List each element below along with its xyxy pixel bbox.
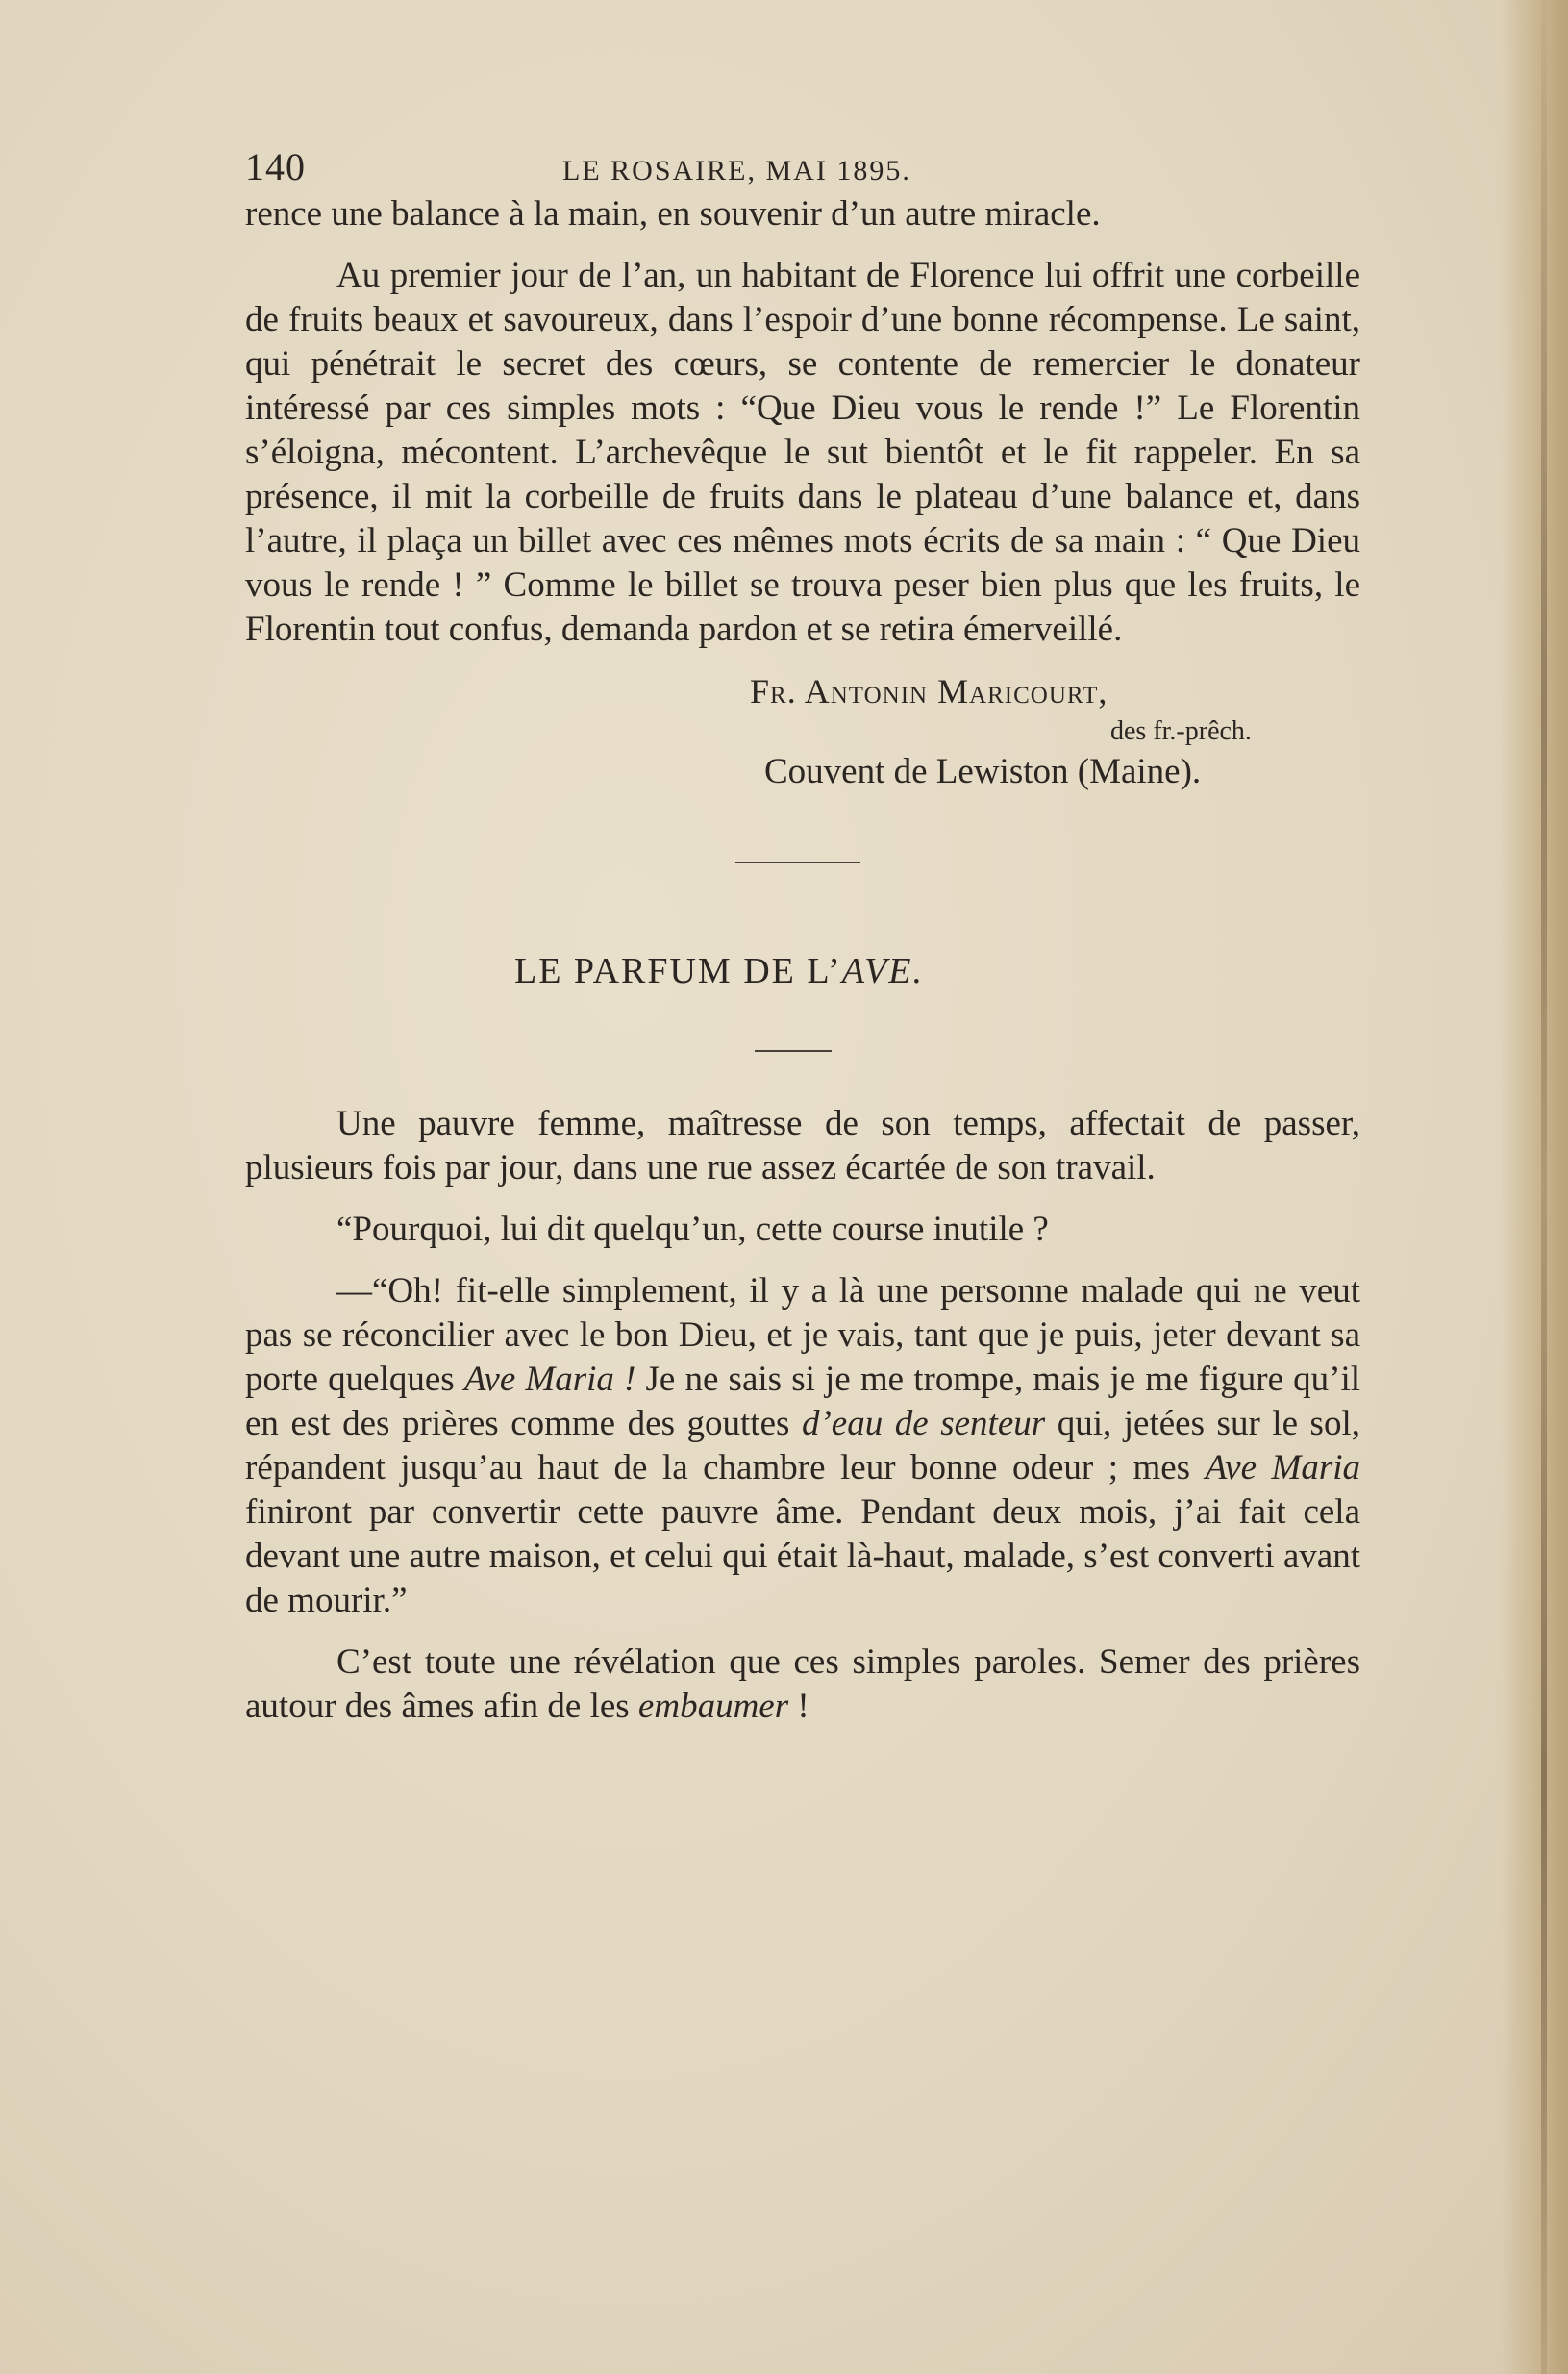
paragraph-reply [245,1269,1360,1623]
title-divider [755,1050,832,1052]
section-title-italic: AVE. [841,951,925,991]
reply-text-e: qui, jetées sur le sol, répandent jusqu’au haut de la chambre leur bonne odeur ; mes [245,1404,1360,1487]
page-content [245,144,1360,1746]
running-head [245,144,1360,192]
paragraph-continued: rence une balance à la main, en souvenir d’un autre miracle. [245,194,1101,234]
revelation-text-a: C’est toute une révélation que ces simples paroles. Semer des prières autour des âmes afin de les [245,1642,1360,1726]
section-title-text: LE PARFUM DE L’ [514,951,842,991]
article-2 [245,1102,1360,1729]
paragraph-question: “Pourquoi, lui dit quelqu’un, cette course inutile ? [336,1210,1049,1249]
revelation-text-c: ! [788,1687,809,1726]
journal-title: LE ROSAIRE, MAI 1895. [562,155,911,187]
reply-text-c: Je ne sais si je me trompe, mais je me figure qu’il en est des prières comme des gouttes [245,1360,1361,1443]
reply-italic-ave-maria: Ave Maria ! [463,1360,636,1399]
page-number: 140 [245,145,306,188]
author-place: Couvent de Lewiston (Maine). [764,752,1202,791]
page-edge-shadow [1541,0,1547,2374]
signature-block [245,669,1360,794]
reply-text-a: —“Oh! fit-elle simplement, il y a là une personne malade qui ne veut pas se réconcilier avec le bon Dieu, et je vais, tant que je puis, jeter devant sa porte quelques [245,1271,1360,1399]
page-edge [1501,0,1568,2374]
reply-italic-ave-maria-2: Ave Maria [1205,1448,1361,1487]
reply-text-g: finiront par convertir cette pauvre âme. Pendant deux mois, j’ai fait cela devant une autre maison, et celui qui était là-haut, malade, s’est converti avant de mourir.” [245,1492,1360,1620]
paragraph-femme: Une pauvre femme, maîtresse de son temps, affectait de passer, plusieurs fois par jour, dans une rue assez écartée de son travail. [245,1104,1360,1187]
paragraph-revelation [245,1640,1360,1729]
paragraph-florence: Au premier jour de l’an, un habitant de Florence lui offrit une corbeille de fruits beaux et savoureux, dans l’espoir d’une bonne récompense. Le saint, qui pénétrait le secret des cœurs, se contente de remercier le donateur intéressé par ces simples mots : “Que Dieu vous le rende !” Le Florentin s’éloigna, mécontent. L’archevêque le sut bientôt et le fit rappeler. En sa présence, il mit la corbeille de fruits dans le plateau d’une balance et, dans l’autre, il plaça un billet avec ces mêmes mots écrits de sa main : “ Que Dieu vous le rende ! ” Comme le billet se trouva peser bien plus que les fruits, le Florentin tout confus, demanda pardon et se retira émerveillé. [245,256,1360,649]
article-1 [245,192,1360,652]
section-title [245,950,1360,992]
author-name: Fr. Antonin Maricourt, [750,672,1108,711]
author-role: des fr.-prêch. [1110,716,1252,746]
reply-italic-senteur: d’eau de senteur [801,1404,1046,1443]
revelation-italic: embaumer [637,1687,789,1726]
section-divider [735,862,860,863]
